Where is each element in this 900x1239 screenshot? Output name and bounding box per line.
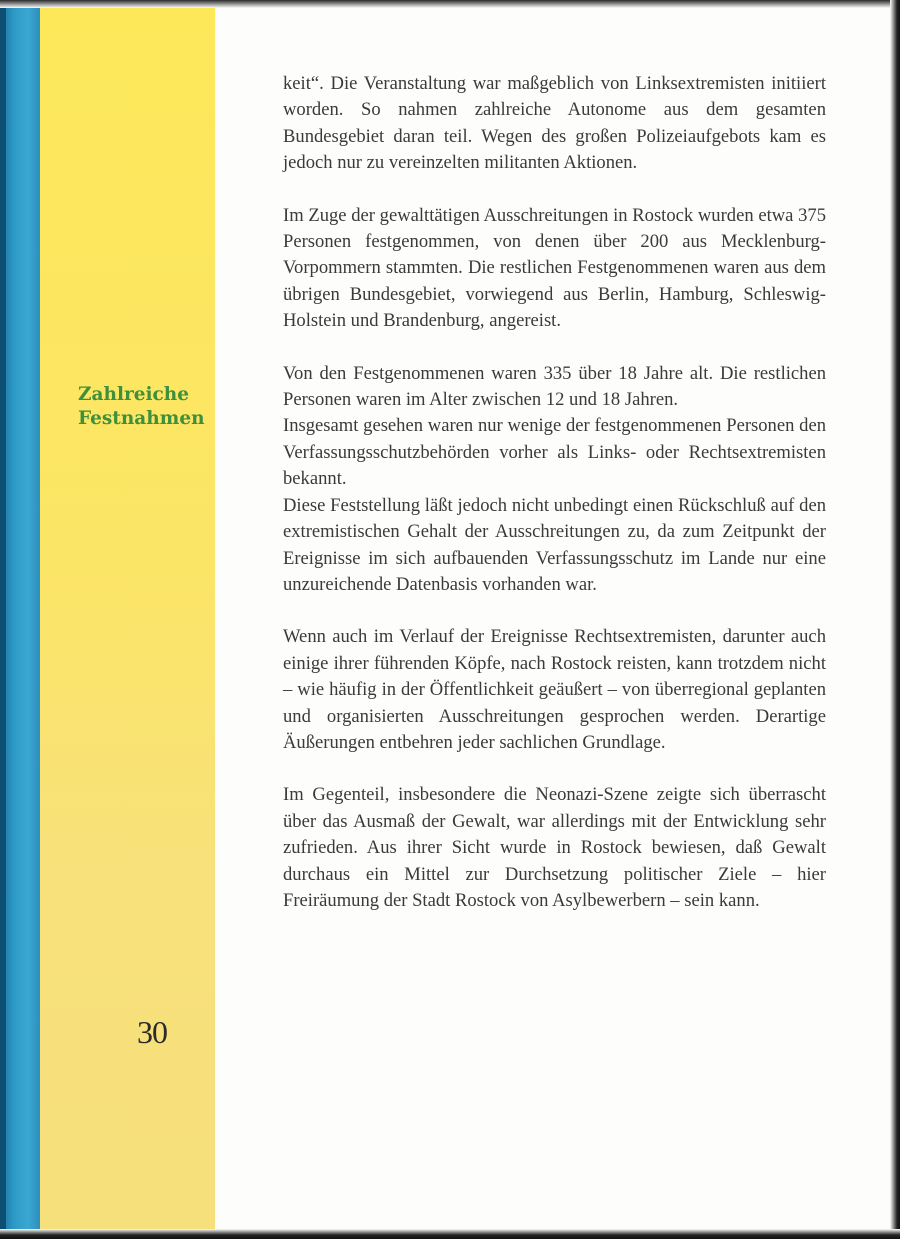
paragraph: keit“. Die Veranstaltung war maßgeblich von Linksextremisten initiiert worden. So nahmen zahlreiche Autonome aus dem gesamten Bundesgebiet daran teil. Wegen des großen Polizeiaufgebots kam es jedoch nur zu vereinzelten militanten Aktionen. [283,73,826,174]
page-number: 30 [137,1014,167,1050]
page-edge-top [0,0,900,8]
paragraph: Im Gegenteil, insbesondere die Neonazi-Szene zeigte sich überrascht über das Ausmaß der Gewalt, war allerdings mit der Entwicklung sehr zufrieden. Aus ihrer Sicht wurde in Rostock bewiesen, daß Gewalt durchaus ein Mittel zur Durchsetzung politischer Ziele – hier Freiräumung der Stadt Rostock von Asylbewerbern – sein kann. [283,784,826,911]
paragraph: Von den Festgenommenen waren 335 über 18 Jahre alt. Die restlichen Personen waren im Alter zwischen 12 und 18 Jahren. [283,362,826,411]
margin-heading: Zahlreiche Festnahmen [78,384,205,429]
paragraph: Im Zuge der gewalttätigen Ausschreitungen in Rostock wurden etwa 375 Personen festgenommen, von denen über 200 aus Mecklenburg-Vorpommern stammten. Die restlichen Festgenommenen waren aus dem übrigen Bundesgebiet, vorwiegend aus Berlin, Hamburg, Schleswig-Holstein und Brandenburg, angereist. [283,204,826,332]
page-edge-right [890,0,900,1239]
body-text-column [283,71,826,914]
blue-margin-strip [0,8,40,1232]
yellow-margin-column [40,8,215,1232]
paragraph: Wenn auch im Verlauf der Ereignisse Rechtsextremisten, darunter auch einige ihrer führenden Köpfe, nach Rostock reisten, kann trotzdem nicht – wie häufig in der Öffentlichkeit geäußert – von überregional geplanten und organisierten Ausschreitungen gesprochen werden. Derartige Äußerungen entbehren jeder sachlichen Grundlage. [283,626,826,753]
paragraph: Insgesamt gesehen waren nur wenige der festgenommenen Personen den Verfassungsschutzbehörden vorher als Links- oder Rechtsextremisten bekannt. [283,415,826,490]
page-edge-bottom [0,1229,900,1239]
paragraph: Diese Feststellung läßt jedoch nicht unbedingt einen Rückschluß auf den extremistischen Gehalt der Ausschreitungen zu, da zum Zeitpunkt der Ereignisse im sich aufbauenden Verfassungsschutz im Lande nur eine unzureichende Datenbasis vorhanden war. [283,494,826,595]
